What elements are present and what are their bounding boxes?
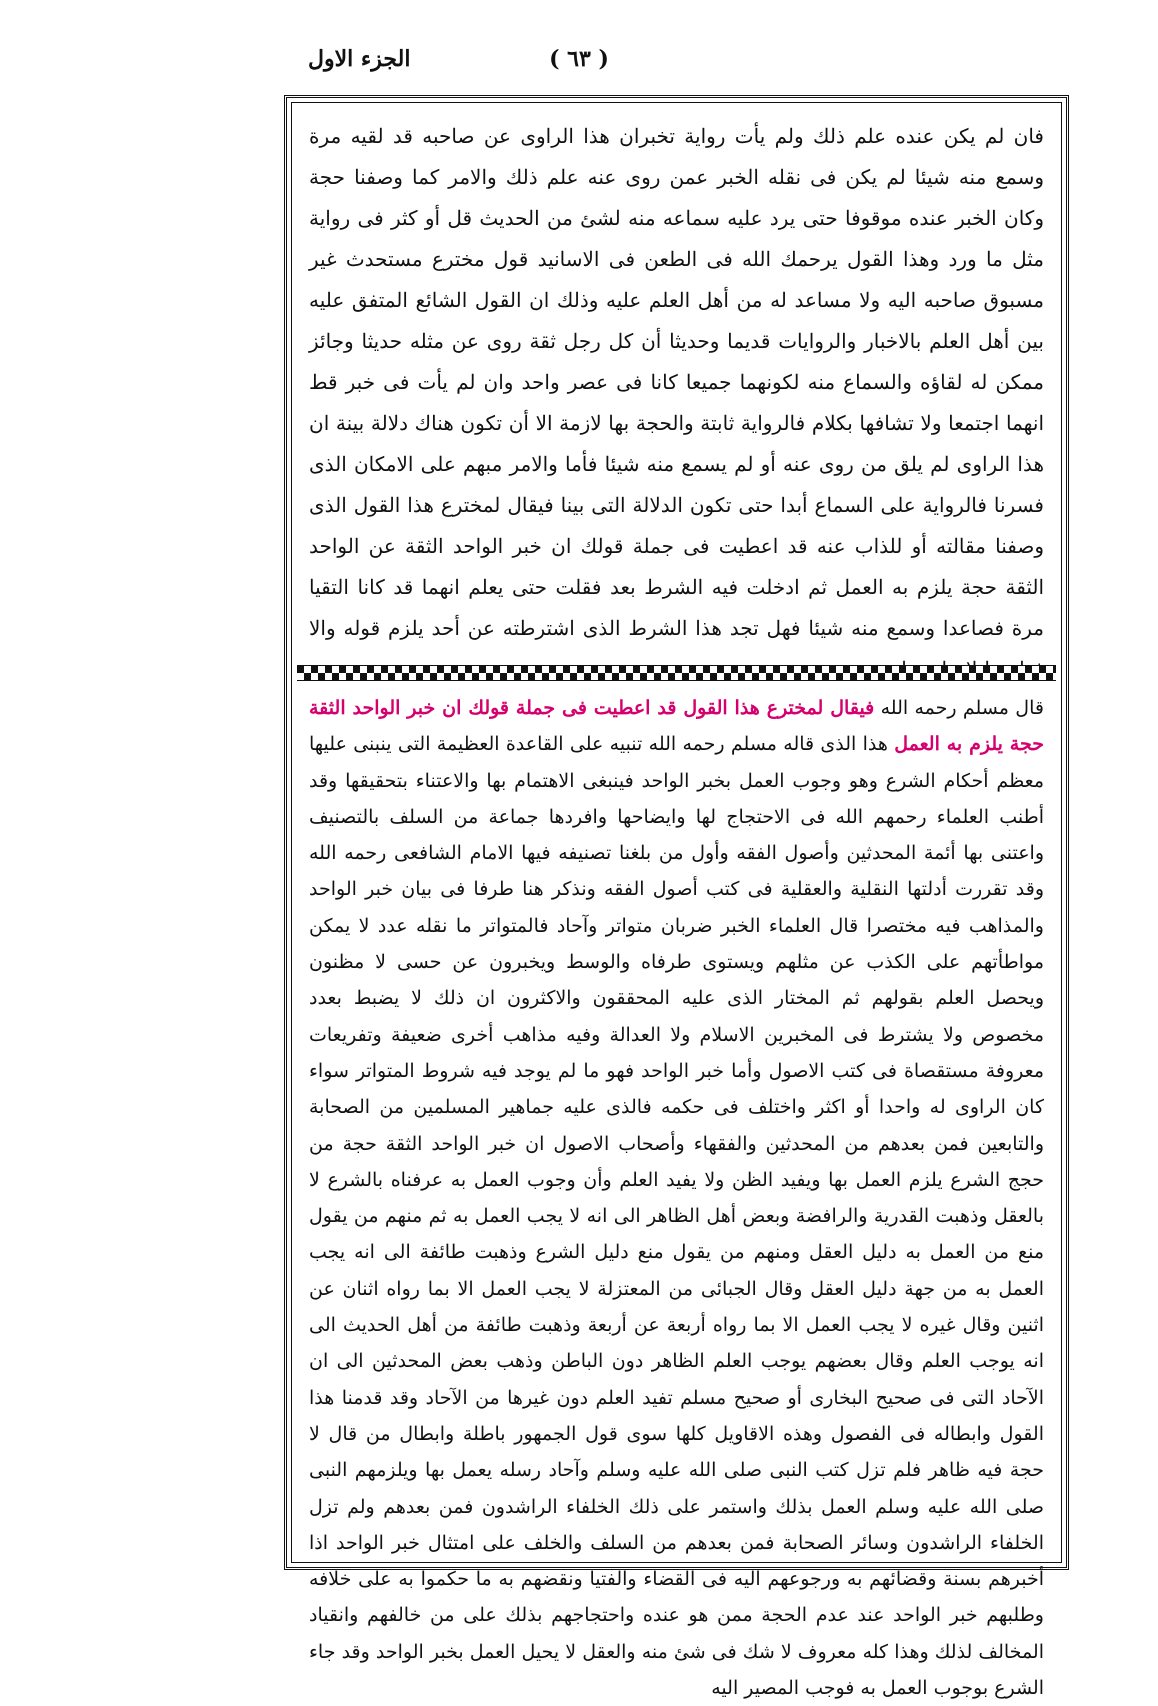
page-number: ( ٦٣ ) <box>549 46 609 72</box>
page-frame <box>284 95 1069 1700</box>
sharh-paragraph <box>309 690 1044 1706</box>
sharh-intro: قال مسلم رحمه الله <box>874 697 1044 719</box>
sharh-section <box>309 690 1044 1700</box>
matn-text: فان لم يكن عنده علم ذلك ولم يأت رواية تخبران هذا الراوى عن صاحبه قد لقيه مرة وسمع منه شيئا لم يكن فى نقله الخبر عمن روى عنه علم ذلك والامر كما وصفنا حجة وكان الخبر عنده موقوفا حتى يرد عليه سماعه منه لشئ من الحديث قل أو كثر فى رواية مثل ما ورد وهذا القول يرحمك الله فى الطعن فى الاسانيد قول مخترع مستحدث غير مسبوق صاحبه اليه ولا مساعد له من أهل العلم عليه وذلك ان القول الشائع المتفق عليه بين أهل العلم بالاخبار والروايات قديما وحديثا أن كل رجل ثقة روى عن مثله حديثا وجائز ممكن له لقاؤه والسماع منه لكونهما جميعا كانا فى عصر واحد وان لم يأت فى خبر قط انهما اجتمعا ولا تشافها بكلام فالرواية ثابتة والحجة بها لازمة الا أن تكون هناك دلالة بينة ان هذا الراوى لم يلق من روى عنه أو لم يسمع منه شيئا فأما والامر مبهم على الامكان الذى فسرنا فالرواية على السماع أبدا حتى تكون الدلالة التى بينا فيقال لمخترع هذا القول الذى وصفنا مقالته أو للذاب عنه قد اعطيت فى جملة قولك ان خبر الواحد الثقة عن الواحد الثقة حجة يلزم به العمل ثم ادخلت فيه الشرط بعد فقلت حتى يعلم انهما قد كانا التقيا مرة فصاعدا وسمع منه شيئا فهل تجد هذا الشرط الذى اشترطته عن أحد يلزم قوله والا <box>309 124 1044 640</box>
sharh-text: هذا الذى قاله مسلم رحمه الله تنبيه على القاعدة العظيمة التى ينبنى عليها معظم أحكام الشرع وهو وجوب العمل بخبر الواحد فينبغى الاهتمام بها والاعتناء بتحقيقها وقد أطنب العلماء رحمهم الله فى الاحتجاج لها وايضاحها وافردها جماعة من السلف بالتصنيف واعتنى بها أئمة المحدثين وأصول الفقه وأول من بلغنا تصنيفه فيها الامام الشافعى رحمه الله وقد تقررت أدلتها النقلية والعقلية فى كتب أصول الفقه ونذكر هنا طرفا فى بيان خبر الواحد والمذاهب فيه مختصرا قال العلماء الخبر ضربان متواتر وآحاد فالمتواتر ما نقله عدد لا يمكن مواطأتهم على الكذب عن مثلهم ويستوى طرفاه والوسط ويخبرون عن حسى لا مظنون ويحصل العلم بقولهم ثم المختار الذى عليه المحققون والاكثرون ان ذلك لا يضبط بعدد مخصوص ولا يشترط فى المخبرين الاسلام ولا العدالة وفيه مذاهب أخرى ضعيفة وتفريعات معروفة مستقصاة فى كتب الاصول وأما خبر الواحد فهو ما لم يوجد فيه شروط المتواتر سواء كان الراوى له واحدا أو اكثر واختلف فى حكمه فالذى عليه جماهير المسلمين من الصحابة والتابعين فمن بعدهم من المحدثين والفقهاء وأصحاب الاصول ان خبر الواحد الثقة حجة من حجج الشرع يلزم العمل بها ويفيد الظن ولا يفيد العلم وأن وجوب العمل به عرفناه بالشرع لا بالعقل وذهبت القدرية والرافضة وبعض أهل الظاهر الى انه لا يجب العمل به ثم منهم من يقول منع من العمل به دليل العقل ومنهم من يقول منع دليل الشرع وذهبت طائفة الى انه يجب العمل به من جهة دليل العقل وقال الجبائى من المعتزلة لا يجب العمل الا بما رواه اثنان عن اثنين وقال غيره لا يجب العمل الا بما رواه أربعة عن أربعة وذهبت طائفة من أهل الحديث الى انه يوجب العلم وقال بعضهم يوجب العلم الظاهر دون الباطن وذهب بعض المحدثين الى ان الآحاد التى فى صحيح البخارى أو صحيح مسلم تفيد العلم دون غيرها من الآحاد وقد قدمنا هذا القول وابطاله فى الفصول وهذه الاقاويل كلها سوى قول الجمهور باطلة وابطال من قال لا حجة فيه ظاهر فلم تزل كتب النبى صلى الله عليه وسلم وآحاد رسله يعمل بها ويلزمهم النبى صلى الله عليه وسلم العمل بذلك واستمر على ذلك الخلفاء الراشدون فمن بعدهم ولم تزل الخلفاء الراشدون وسائر الصحابة فمن بعدهم من السلف والخلف على امتثال خبر الواحد اذا أخبرهم بسنة وقضائهم به ورجوعهم اليه فى القضاء والفتيا ونقضهم به ما حكموا به على خلافه وطلبهم خبر الواحد عند عدم الحجة ممن هو عنده واحتجاجهم بذلك على من خالفهم وانقياد المخالف لذلك وهذا كله معروف لا شك فى شئ منه والعقل لا يحيل العمل بخبر الواحد وقد جاء الشرع بوجوب العمل به فوجب المصير اليه <box>309 733 1044 1700</box>
checkered-divider <box>297 665 1056 681</box>
matn-section <box>309 116 1044 661</box>
volume-title: الجزء الاول <box>308 46 411 72</box>
sharh-quote: فيقال لمخترع هذا القول قد اعطيت فى جملة قولك ان خبر الواحد الثقة حجة يلزم به العمل <box>309 697 1044 756</box>
page-header <box>0 44 1158 84</box>
